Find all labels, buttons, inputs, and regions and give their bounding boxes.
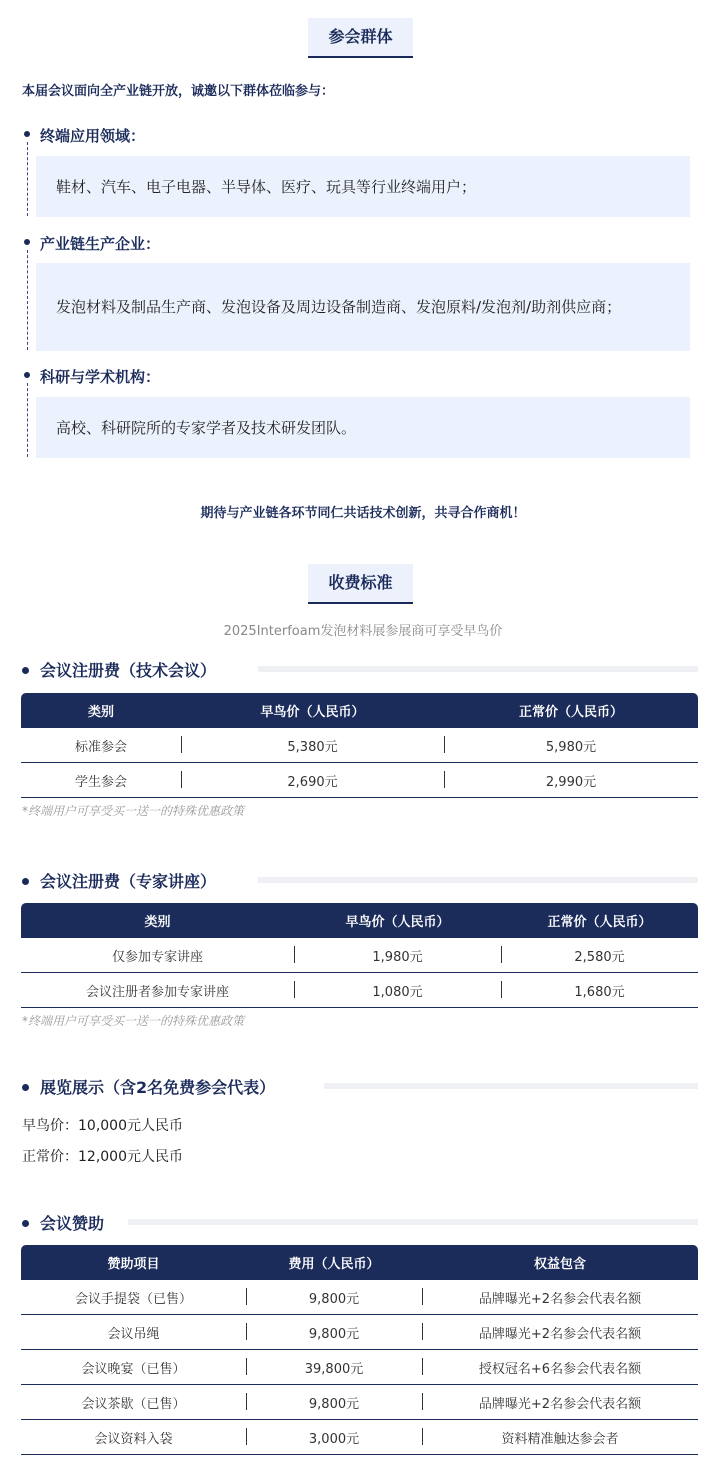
exhibit-normal-price: 正常价：12,000元人民币 (22, 1149, 183, 1165)
table-cell: 1,680元 (501, 973, 698, 1008)
group-title: 科研与学术机构： (40, 368, 161, 386)
table-cell: 资料精准触达参会者 (422, 1420, 698, 1455)
table-cell: 1,080元 (294, 973, 501, 1008)
table-cell: 3,000元 (246, 1420, 422, 1455)
table-cell: 学生参会 (21, 763, 181, 798)
table-cell: 会议资料入袋 (21, 1420, 246, 1455)
table-cell: 1,980元 (294, 938, 501, 973)
tech-fee-table (21, 693, 698, 798)
heading-text: 会议赞助 (40, 1214, 105, 1233)
heading-bar (258, 666, 698, 672)
section-title-audience: 参会群体 (308, 18, 413, 58)
table-header: 类别 (21, 693, 181, 728)
table-header: 正常价（人民币） (501, 903, 698, 938)
table-header: 正常价（人民币） (444, 693, 698, 728)
heading-text: 会议注册费（技术会议） (40, 661, 217, 680)
group-description: 高校、科研院所的专家学者及技术研发团队。 (36, 397, 690, 458)
heading-tech-fee (22, 658, 698, 682)
group-bullet (24, 239, 30, 245)
table-header: 早鸟价（人民币） (294, 903, 501, 938)
group-bullet (24, 372, 30, 378)
table-row (21, 763, 698, 798)
group-divider (27, 250, 28, 350)
table-footnote: *终端用户可享受买一送一的特殊优惠政策 (22, 1014, 245, 1028)
table-header: 赞助项目 (21, 1245, 246, 1280)
group-description: 鞋材、汽车、电子电器、半导体、医疗、玩具等行业终端用户； (36, 156, 690, 217)
audience-intro: 本届会议面向全产业链开放，诚邀以下群体莅临参与： (22, 84, 335, 99)
table-cell: 会议晚宴（已售） (21, 1350, 246, 1385)
table-row (21, 973, 698, 1008)
table-cell: 会议茶歇（已售） (21, 1385, 246, 1420)
table-cell: 2,580元 (501, 938, 698, 973)
table-cell: 品牌曝光+2名参会代表名额 (422, 1315, 698, 1350)
heading-bar (324, 1083, 698, 1089)
heading-text: 会议注册费（专家讲座） (40, 872, 217, 891)
table-header: 费用（人民币） (246, 1245, 422, 1280)
heading-bar (258, 877, 698, 883)
table-cell: 授权冠名+6名参会代表名额 (422, 1350, 698, 1385)
table-header: 权益包含 (422, 1245, 698, 1280)
heading-exhibit (22, 1075, 698, 1099)
table-row (21, 1350, 698, 1385)
table-cell: 9,800元 (246, 1280, 422, 1315)
table-row (21, 1385, 698, 1420)
table-footnote: *终端用户可享受买一送一的特殊优惠政策 (22, 804, 245, 818)
table-row (21, 728, 698, 763)
table-cell: 会议注册者参加专家讲座 (21, 973, 294, 1008)
group-divider (27, 142, 28, 216)
table-row (21, 1280, 698, 1315)
heading-bullet (22, 1220, 29, 1227)
table-header: 类别 (21, 903, 294, 938)
table-cell: 品牌曝光+2名参会代表名额 (422, 1385, 698, 1420)
heading-bullet (22, 1084, 29, 1091)
heading-text: 展览展示（含2名免费参会代表） (40, 1078, 276, 1097)
exhibit-early-price: 早鸟价：10,000元人民币 (22, 1118, 183, 1134)
group-divider (27, 383, 28, 457)
heading-bullet (22, 878, 29, 885)
section-title-fees: 收费标准 (308, 564, 413, 604)
table-cell: 39,800元 (246, 1350, 422, 1385)
table-row (21, 1315, 698, 1350)
table-cell: 会议手提袋（已售） (21, 1280, 246, 1315)
heading-bullet (22, 667, 29, 674)
group-bullet (24, 131, 30, 137)
group-title: 终端应用领域： (40, 127, 146, 145)
table-cell: 9,800元 (246, 1315, 422, 1350)
table-cell: 9,800元 (246, 1385, 422, 1420)
closing-note: 期待与产业链各环节同仁共话技术创新，共寻合作商机！ (200, 506, 526, 521)
table-cell: 品牌曝光+2名参会代表名额 (422, 1280, 698, 1315)
group-title: 产业链生产企业： (40, 235, 161, 253)
table-header: 早鸟价（人民币） (181, 693, 444, 728)
table-cell: 2,690元 (181, 763, 444, 798)
expert-fee-table (21, 903, 698, 1008)
table-cell: 仅参加专家讲座 (21, 938, 294, 973)
table-cell: 会议吊绳 (21, 1315, 246, 1350)
table-row (21, 1420, 698, 1455)
group-description: 发泡材料及制品生产商、发泡设备及周边设备制造商、发泡原料/发泡剂/助剂供应商； (36, 263, 690, 351)
table-row (21, 938, 698, 973)
table-cell: 5,380元 (181, 728, 444, 763)
heading-sponsor (22, 1211, 698, 1235)
table-cell: 2,990元 (444, 763, 698, 798)
heading-bar (128, 1219, 698, 1225)
sponsor-table (21, 1245, 698, 1455)
table-cell: 5,980元 (444, 728, 698, 763)
heading-expert-fee (22, 869, 698, 893)
table-cell: 标准参会 (21, 728, 181, 763)
fees-subtitle: 2025Interfoam发泡材料展参展商可享受早鸟价 (223, 624, 503, 639)
